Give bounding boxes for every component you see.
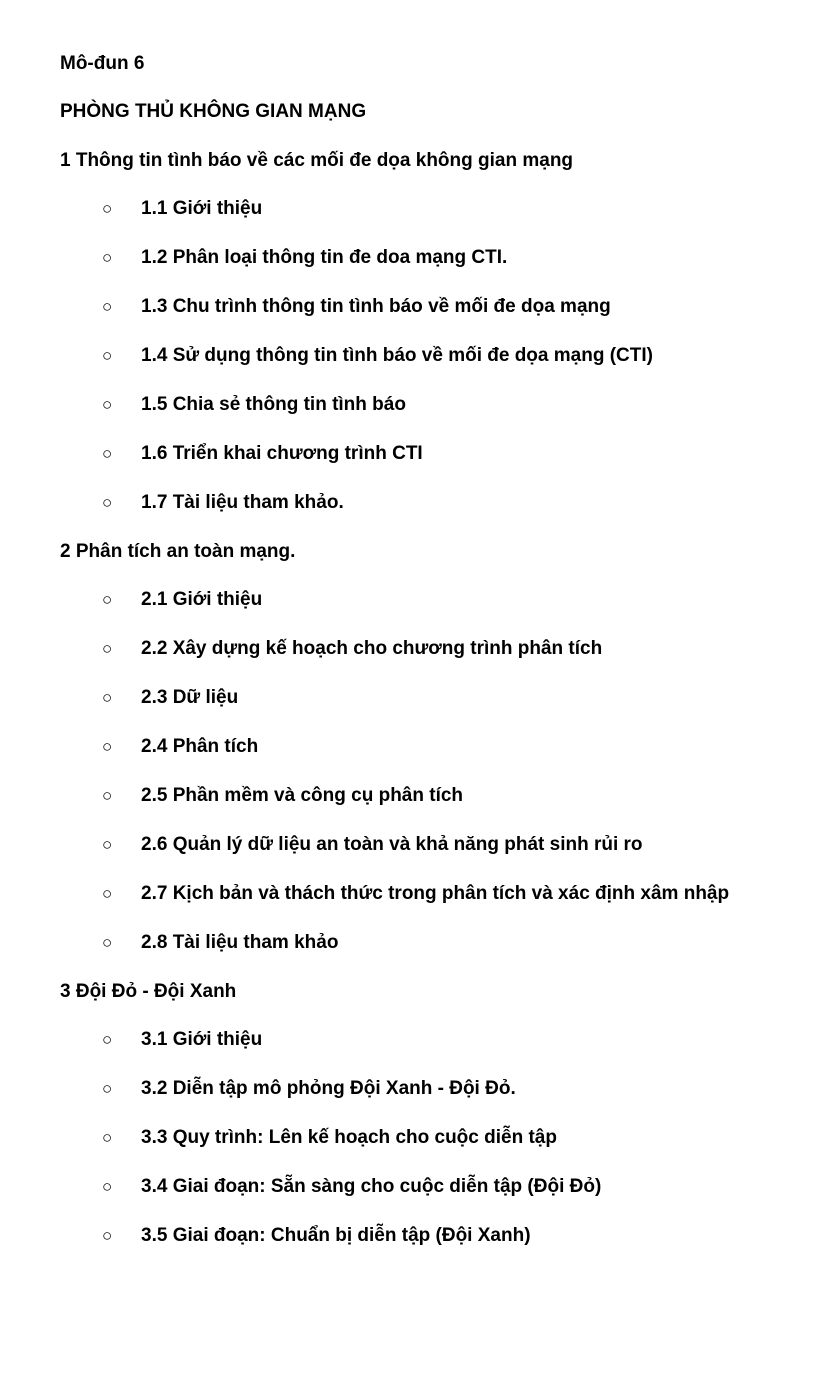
list-item-text: 3.5 Giai đoạn: Chuẩn bị diễn tập (Đội Xanh) [141, 1225, 531, 1246]
list-item-text: 2.2 Xây dựng kế hoạch cho chương trình phân tích [141, 638, 603, 659]
list-item [60, 1077, 820, 1101]
list-item-text: 3.4 Giai đoạn: Sẵn sàng cho cuộc diễn tập (Đội Đỏ) [141, 1176, 602, 1197]
bullet-icon: ○ [102, 786, 113, 805]
list-item [60, 588, 820, 612]
bullet-icon: ○ [102, 1128, 113, 1147]
bullet-icon: ○ [102, 737, 113, 756]
list-item-text: 3.2 Diễn tập mô phỏng Đội Xanh - Đội Đỏ. [141, 1078, 516, 1099]
module-title: PHÒNG THỦ KHÔNG GIAN MẠNG [60, 101, 367, 122]
bullet-icon: ○ [102, 444, 113, 463]
list-item [60, 931, 820, 955]
list-item [60, 295, 820, 319]
list-item [60, 491, 820, 515]
bullet-icon: ○ [102, 688, 113, 707]
section-heading: 2 Phân tích an toàn mạng. [60, 541, 296, 562]
bullet-icon: ○ [102, 346, 113, 365]
list-item [60, 344, 820, 368]
bullet-icon: ○ [102, 884, 113, 903]
list-item-text: 1.3 Chu trình thông tin tình báo về mối đe dọa mạng [141, 296, 611, 317]
list-item-text: 2.6 Quản lý dữ liệu an toàn và khả năng phát sinh rủi ro [141, 834, 643, 855]
list-item [60, 882, 820, 906]
list-item [60, 442, 820, 466]
bullet-icon: ○ [102, 835, 113, 854]
section-heading: 1 Thông tin tình báo về các mối đe dọa không gian mạng [60, 150, 574, 171]
list-item [60, 833, 820, 857]
list-item [60, 393, 820, 417]
document-page [60, 52, 820, 1273]
bullet-icon: ○ [102, 493, 113, 512]
list-item [60, 246, 820, 270]
section-1 [60, 149, 820, 515]
list-item-text: 1.7 Tài liệu tham khảo. [141, 492, 344, 513]
bullet-icon: ○ [102, 590, 113, 609]
section-1-list [60, 197, 820, 515]
bullet-icon: ○ [102, 199, 113, 218]
bullet-icon: ○ [102, 297, 113, 316]
list-item [60, 686, 820, 710]
list-item [60, 784, 820, 808]
section-3 [60, 980, 820, 1248]
list-item [60, 1224, 820, 1248]
bullet-icon: ○ [102, 248, 113, 267]
list-item-text: 1.6 Triển khai chương trình CTI [141, 443, 423, 464]
list-item-text: 2.5 Phần mềm và công cụ phân tích [141, 785, 464, 806]
list-item-text: 2.4 Phân tích [141, 736, 259, 757]
section-3-list [60, 1028, 820, 1248]
list-item [60, 735, 820, 759]
list-item-text: 2.7 Kịch bản và thách thức trong phân tích và xác định xâm nhập [141, 883, 730, 904]
section-2 [60, 540, 820, 955]
list-item-text: 2.8 Tài liệu tham khảo [141, 932, 339, 953]
list-item [60, 1175, 820, 1199]
list-item [60, 1126, 820, 1150]
list-item-text: 2.1 Giới thiệu [141, 589, 263, 610]
list-item-text: 3.3 Quy trình: Lên kế hoạch cho cuộc diễn tập [141, 1127, 557, 1148]
bullet-icon: ○ [102, 1030, 113, 1049]
list-item-text: 1.5 Chia sẻ thông tin tình báo [141, 394, 406, 415]
section-2-list [60, 588, 820, 955]
list-item-text: 1.2 Phân loại thông tin đe doa mạng CTI. [141, 247, 508, 268]
bullet-icon: ○ [102, 1079, 113, 1098]
list-item [60, 1028, 820, 1052]
list-item-text: 1.1 Giới thiệu [141, 198, 263, 219]
bullet-icon: ○ [102, 933, 113, 952]
bullet-icon: ○ [102, 1177, 113, 1196]
module-label: Mô-đun 6 [60, 53, 145, 74]
list-item-text: 2.3 Dữ liệu [141, 687, 239, 708]
list-item-text: 3.1 Giới thiệu [141, 1029, 263, 1050]
bullet-icon: ○ [102, 639, 113, 658]
section-heading: 3 Đội Đỏ - Đội Xanh [60, 981, 237, 1002]
list-item-text: 1.4 Sử dụng thông tin tình báo về mối đe dọa mạng (CTI) [141, 345, 653, 366]
bullet-icon: ○ [102, 1226, 113, 1245]
list-item [60, 197, 820, 221]
bullet-icon: ○ [102, 395, 113, 414]
list-item [60, 637, 820, 661]
